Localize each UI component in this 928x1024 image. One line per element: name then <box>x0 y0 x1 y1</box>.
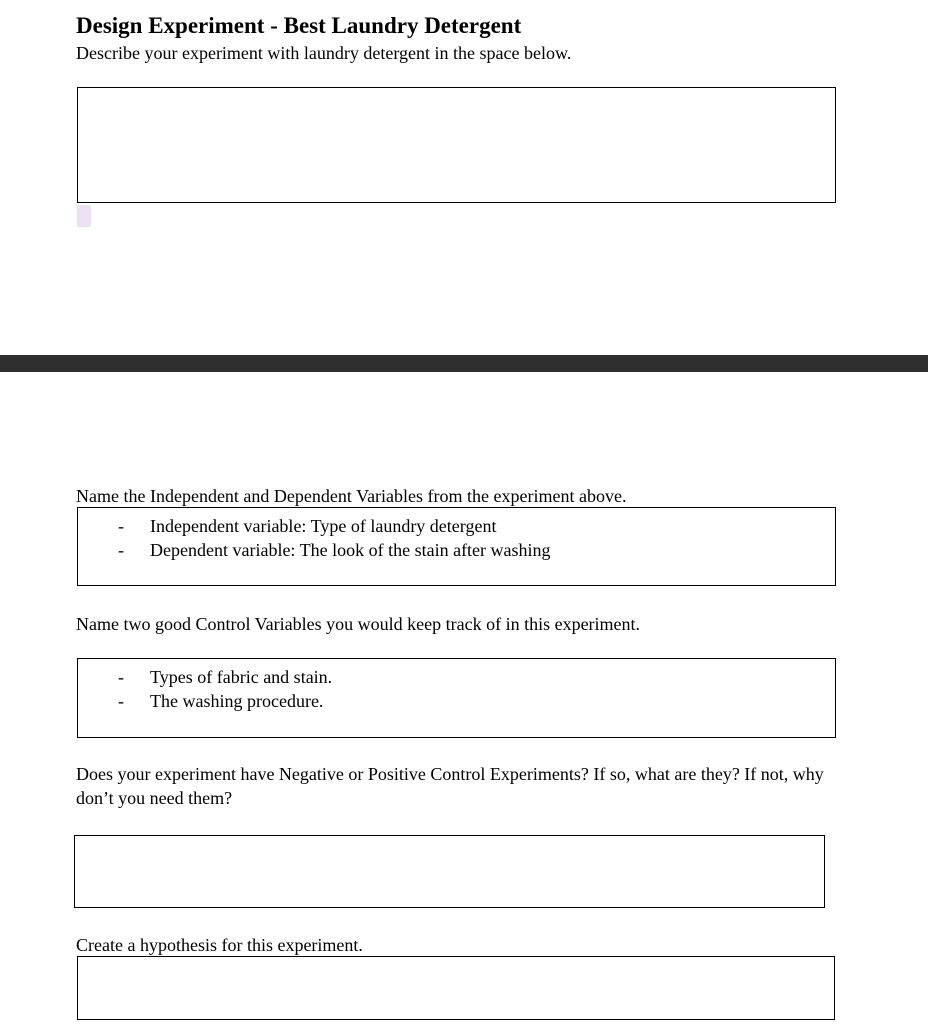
hypothesis-question: Create a hypothesis for this experiment. <box>76 935 363 955</box>
list-item <box>78 665 835 689</box>
independent-variable-text: Independent variable: Type of laundry detergent <box>150 516 497 536</box>
variables-question: Name the Independent and Dependent Variables from the experiment above. <box>76 486 627 506</box>
control-variable-2: The washing procedure. <box>150 691 324 711</box>
control-experiments-question: Does your experiment have Negative or Positive Control Experiments? If so, what are they? If not, why don’t you need them? <box>76 764 824 808</box>
list-item <box>78 689 835 713</box>
list-item <box>78 538 835 562</box>
page-break-divider <box>0 355 928 372</box>
control-experiments-answer-box[interactable] <box>74 835 825 908</box>
variables-list <box>78 514 835 562</box>
dash-bullet: - <box>118 540 124 560</box>
dependent-variable-text: Dependent variable: The look of the stain after washing <box>150 540 551 560</box>
hypothesis-answer-box[interactable] <box>77 956 835 1020</box>
text-cursor-marker <box>77 205 91 227</box>
controls-answer-box[interactable] <box>77 658 836 738</box>
controls-list <box>78 665 835 713</box>
control-variable-1: Types of fabric and stain. <box>150 667 333 687</box>
experiment-description-box[interactable] <box>77 87 836 203</box>
dash-bullet: - <box>118 667 124 687</box>
intro-text: Describe your experiment with laundry detergent in the space below. <box>76 43 572 63</box>
list-item <box>78 514 835 538</box>
dash-bullet: - <box>118 691 124 711</box>
dash-bullet: - <box>118 516 124 536</box>
controls-question: Name two good Control Variables you would keep track of in this experiment. <box>76 614 641 634</box>
variables-answer-box[interactable] <box>77 507 836 586</box>
page-title: Design Experiment - Best Laundry Detergent <box>76 13 522 38</box>
